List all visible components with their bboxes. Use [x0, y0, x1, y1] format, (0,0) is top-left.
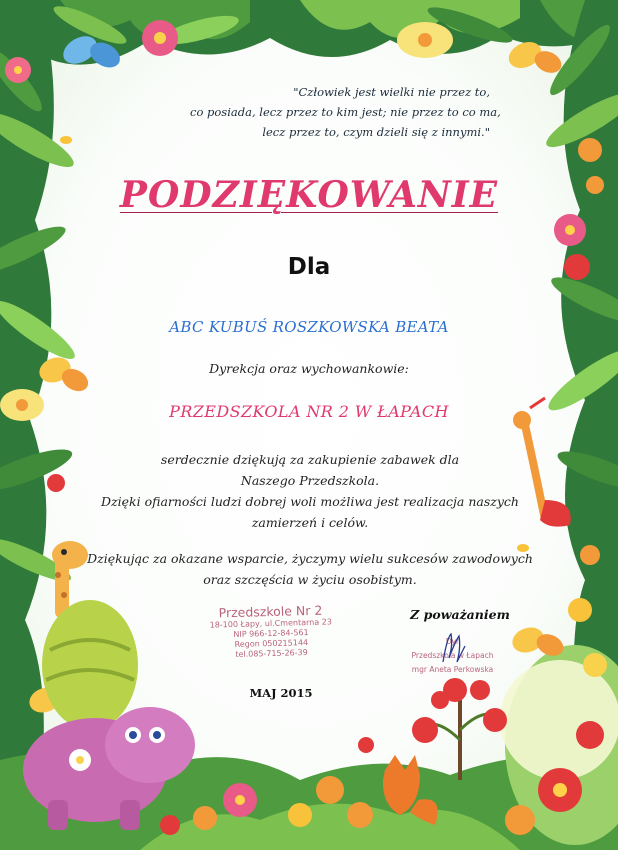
thanks-paragraph — [60, 449, 560, 533]
thanks-line: Dzięki ofiarności ludzi dobrej woli możliwa jest realizacja naszych — [101, 494, 519, 509]
handwritten-signature — [437, 628, 469, 668]
stamp-nip: NIP 966-12-84-561 — [233, 628, 309, 639]
quote-line: "Człowiek jest wielki nie przez to, — [293, 85, 490, 99]
recipient-name: ABC KUBUŚ ROSZKOWSKA BEATA — [169, 318, 449, 336]
school-stamp — [195, 602, 346, 661]
closing-regards: Z poważaniem — [410, 607, 510, 622]
school-name: PRZEDSZKOLA NR 2 W ŁAPACH — [169, 402, 449, 421]
wishes-paragraph — [60, 548, 560, 590]
thanks-line: zamierzeń i celów. — [251, 515, 369, 530]
sender-intro: Dyrekcja oraz wychowankowie: — [209, 361, 409, 376]
stamp-address: 18-100 Łapy, ul.Cmentarna 23 — [209, 617, 333, 630]
wishes-line: Dziękując za okazane wsparcie, życzymy wielu sukcesów zawodowych — [87, 551, 533, 566]
thanks-line: Naszego Przedszkola. — [240, 473, 380, 488]
wishes-line: oraz szczęścia w życiu osobistym. — [203, 572, 417, 587]
quote-line: lecz przez to, czym dzieli się z innymi." — [262, 125, 490, 139]
motto-quote — [190, 82, 501, 142]
stamp-title: Przedszkole Nr 2 — [218, 602, 323, 621]
for-label: Dla — [287, 254, 331, 280]
egg-icon — [42, 600, 138, 730]
document-title: PODZIĘKOWANIE — [119, 174, 499, 216]
thanks-line: serdecznie dziękują za zakupienie zabawek dla — [160, 452, 460, 467]
stamp-regon: Regon 050215144 — [234, 638, 309, 649]
quote-line: co posiada, lecz przez to kim jest; nie przez to co ma, — [190, 105, 501, 119]
sig-line: Dyr — [445, 637, 460, 646]
stamp-phone: tel.085-715-26-39 — [235, 648, 308, 659]
issue-date: MAJ 2015 — [249, 686, 313, 700]
sig-line: mgr Aneta Perkowska — [411, 665, 494, 674]
sig-line: Przedszkola w Łapach — [411, 651, 494, 660]
